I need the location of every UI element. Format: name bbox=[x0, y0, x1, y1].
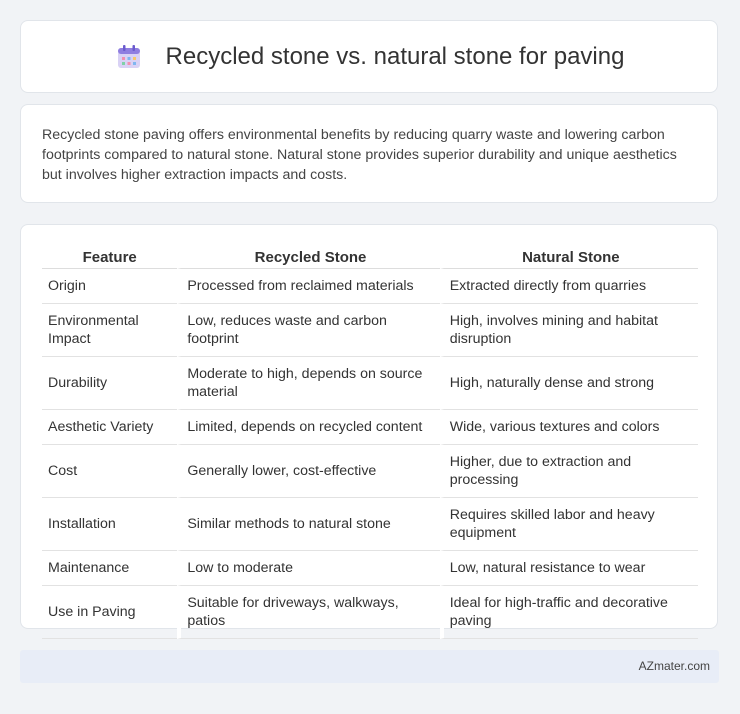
calendar-icon bbox=[114, 42, 144, 72]
feature-cell: Origin bbox=[42, 269, 177, 304]
natural-cell: High, naturally dense and strong bbox=[440, 357, 698, 410]
table-row bbox=[42, 357, 698, 410]
recycled-cell: Moderate to high, depends on source material bbox=[177, 357, 439, 410]
header-recycled-stone: Recycled Stone bbox=[177, 245, 439, 269]
natural-cell: Extracted directly from quarries bbox=[440, 269, 698, 304]
comparison-table bbox=[42, 245, 698, 639]
feature-cell: Maintenance bbox=[42, 551, 177, 586]
recycled-cell: Limited, depends on recycled content bbox=[177, 410, 439, 445]
feature-cell: Use in Paving bbox=[42, 586, 177, 639]
table-row bbox=[42, 269, 698, 304]
recycled-cell: Low, reduces waste and carbon footprint bbox=[177, 304, 439, 357]
natural-cell: Ideal for high-traffic and decorative paving bbox=[440, 586, 698, 639]
recycled-cell: Generally lower, cost-effective bbox=[177, 445, 439, 498]
page-title: Recycled stone vs. natural stone for paving bbox=[165, 42, 625, 70]
feature-cell: Cost bbox=[42, 445, 177, 498]
feature-cell: Durability bbox=[42, 357, 177, 410]
table-row bbox=[42, 410, 698, 445]
natural-cell: Higher, due to extraction and processing bbox=[440, 445, 698, 498]
table-row bbox=[42, 445, 698, 498]
feature-cell: Aesthetic Variety bbox=[42, 410, 177, 445]
table-row bbox=[42, 498, 698, 551]
natural-cell: Low, natural resistance to wear bbox=[440, 551, 698, 586]
natural-cell: High, involves mining and habitat disruption bbox=[440, 304, 698, 357]
table-row bbox=[42, 551, 698, 586]
summary-card bbox=[20, 104, 718, 203]
recycled-cell: Suitable for driveways, walkways, patios bbox=[177, 586, 439, 639]
recycled-cell: Similar methods to natural stone bbox=[177, 498, 439, 551]
table-row bbox=[42, 304, 698, 357]
recycled-cell: Processed from reclaimed materials bbox=[177, 269, 439, 304]
feature-cell: Environmental Impact bbox=[42, 304, 177, 357]
natural-cell: Wide, various textures and colors bbox=[440, 410, 698, 445]
footer-brand[interactable]: AZmater.com bbox=[638, 659, 710, 673]
natural-cell: Requires skilled labor and heavy equipment bbox=[440, 498, 698, 551]
recycled-cell: Low to moderate bbox=[177, 551, 439, 586]
footer-bar bbox=[20, 650, 719, 683]
comparison-table-card bbox=[20, 224, 718, 629]
table-header-row bbox=[42, 245, 698, 269]
title-card bbox=[20, 20, 718, 93]
header-feature: Feature bbox=[42, 245, 177, 269]
feature-cell: Installation bbox=[42, 498, 177, 551]
summary-text: Recycled stone paving offers environmental benefits by reducing quarry waste and lowering carbon footprints compared to natural stone. Natural stone provides superior durability and unique aesthetics but involves higher extraction impacts and costs. bbox=[42, 127, 677, 183]
table-row bbox=[42, 586, 698, 639]
header-natural-stone: Natural Stone bbox=[440, 245, 698, 269]
